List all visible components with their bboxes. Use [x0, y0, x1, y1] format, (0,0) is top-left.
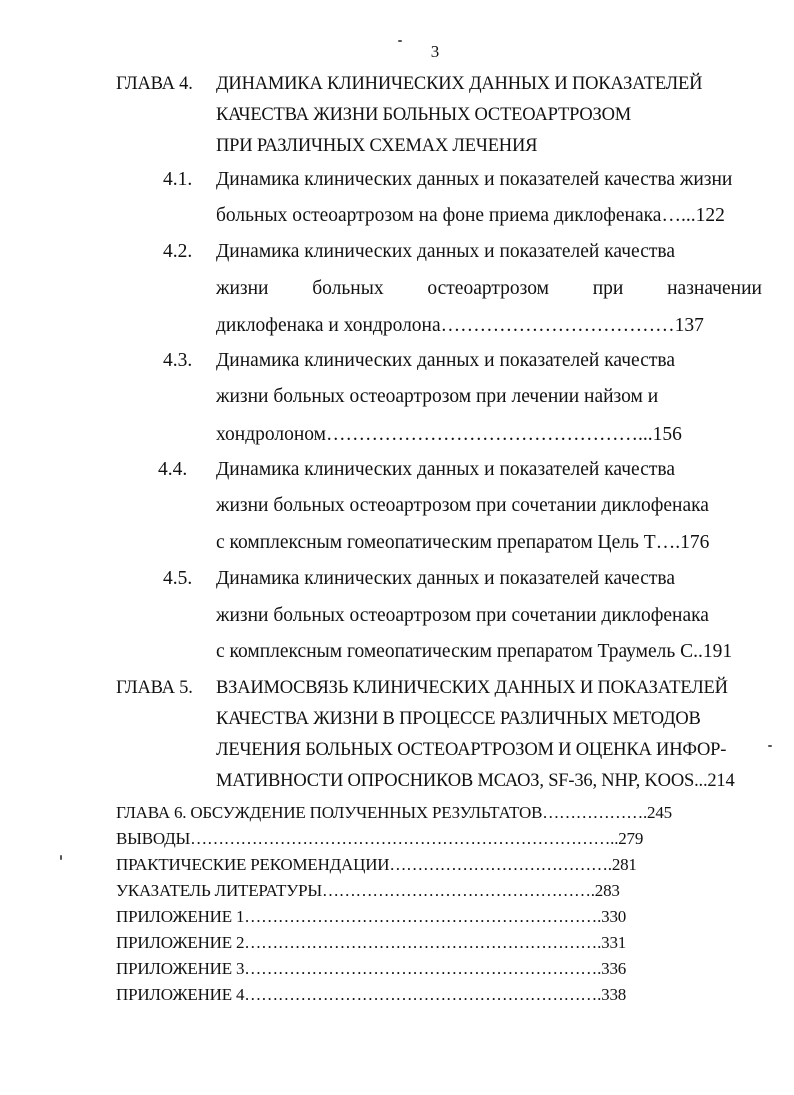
chapter4-label: ГЛАВА 4. [116, 74, 193, 94]
toc-entry-references: УКАЗАТЕЛЬ ЛИТЕРАТУРЫ………………………………………….283 [116, 881, 620, 900]
chapter5-title-line: КАЧЕСТВА ЖИЗНИ В ПРОЦЕССЕ РАЗЛИЧНЫХ МЕТОДОВ [216, 709, 701, 729]
section-4-2-number: 4.2. [163, 241, 193, 262]
scan-speck [60, 855, 62, 860]
section-4-5-line: Динамика клинических данных и показателей качества [216, 568, 675, 589]
word: назначении [667, 278, 762, 299]
section-4-2-line: диклофенака и хондролона………………………………137 [216, 315, 704, 336]
toc-entry-appendix-3: ПРИЛОЖЕНИЕ 3……………………………………………………….336 [116, 959, 627, 978]
chapter4-title-line: ДИНАМИКА КЛИНИЧЕСКИХ ДАННЫХ И ПОКАЗАТЕЛЕЙ [216, 74, 703, 94]
word: при [592, 278, 624, 299]
chapter5-title-line: МАТИВНОСТИ ОПРОСНИКОВ МСАОЗ, SF-36, NHP, KOOS...214 [216, 771, 735, 791]
section-4-4-number: 4.4. [158, 459, 188, 480]
toc-entry-appendix-4: ПРИЛОЖЕНИЕ 4……………………………………………………….338 [116, 985, 627, 1004]
toc-entry-chapter6: ГЛАВА 6. ОБСУЖДЕНИЕ ПОЛУЧЕННЫХ РЕЗУЛЬТАТОВ……………….245 [116, 803, 672, 822]
section-4-1-number: 4.1. [163, 169, 193, 190]
word: жизни [216, 278, 269, 299]
chapter4-title-line: ПРИ РАЗЛИЧНЫХ СХЕМАХ ЛЕЧЕНИЯ [216, 136, 538, 156]
toc-entry-appendix-2: ПРИЛОЖЕНИЕ 2……………………………………………………….331 [116, 933, 627, 952]
section-4-3-number: 4.3. [163, 350, 193, 371]
page-number: 3 [430, 42, 440, 61]
toc-entry-conclusions: ВЫВОДЫ…………………………………………………………………..279 [116, 829, 644, 848]
toc-entry-appendix-1: ПРИЛОЖЕНИЕ 1……………………………………………………….330 [116, 907, 627, 926]
section-4-4-line: Динамика клинических данных и показателей качества [216, 459, 675, 480]
chapter4-title-line: КАЧЕСТВА ЖИЗНИ БОЛЬНЫХ ОСТЕОАРТРОЗОМ [216, 105, 632, 125]
word: остеоартрозом [427, 278, 549, 299]
scan-speck [768, 745, 772, 747]
section-4-3-line: жизни больных остеоартрозом при лечении найзом и [216, 386, 659, 407]
section-4-3-line: Динамика клинических данных и показателей качества [216, 350, 675, 371]
section-4-1-line: больных остеоартрозом на фоне приема диклофенака…...122 [216, 205, 725, 226]
section-4-3-line: хондролоном…………………………………………...156 [216, 424, 682, 445]
section-4-5-line: с комплексным гомеопатическим препаратом Траумель С..191 [216, 641, 733, 662]
section-4-4-line: жизни больных остеоартрозом при сочетании диклофенака [216, 495, 709, 516]
section-4-1-line: Динамика клинических данных и показателей качества жизни [216, 169, 733, 190]
section-4-2-justified-line [216, 277, 762, 301]
section-4-5-number: 4.5. [163, 568, 193, 589]
section-4-5-line: жизни больных остеоартрозом при сочетании диклофенака [216, 605, 709, 626]
chapter5-title-line: ВЗАИМОСВЯЗЬ КЛИНИЧЕСКИХ ДАННЫХ И ПОКАЗАТЕЛЕЙ [216, 678, 728, 698]
section-4-4-line: с комплексным гомеопатическим препаратом Цель Т….176 [216, 532, 710, 553]
word: больных [312, 278, 384, 299]
section-4-2-line: Динамика клинических данных и показателей качества [216, 241, 675, 262]
scan-speck [398, 40, 402, 42]
chapter5-title-line: ЛЕЧЕНИЯ БОЛЬНЫХ ОСТЕОАРТРОЗОМ И ОЦЕНКА ИНФОР- [216, 740, 727, 760]
chapter5-label: ГЛАВА 5. [116, 678, 193, 698]
toc-entry-recommendations: ПРАКТИЧЕСКИЕ РЕКОМЕНДАЦИИ………………………………….281 [116, 855, 637, 874]
